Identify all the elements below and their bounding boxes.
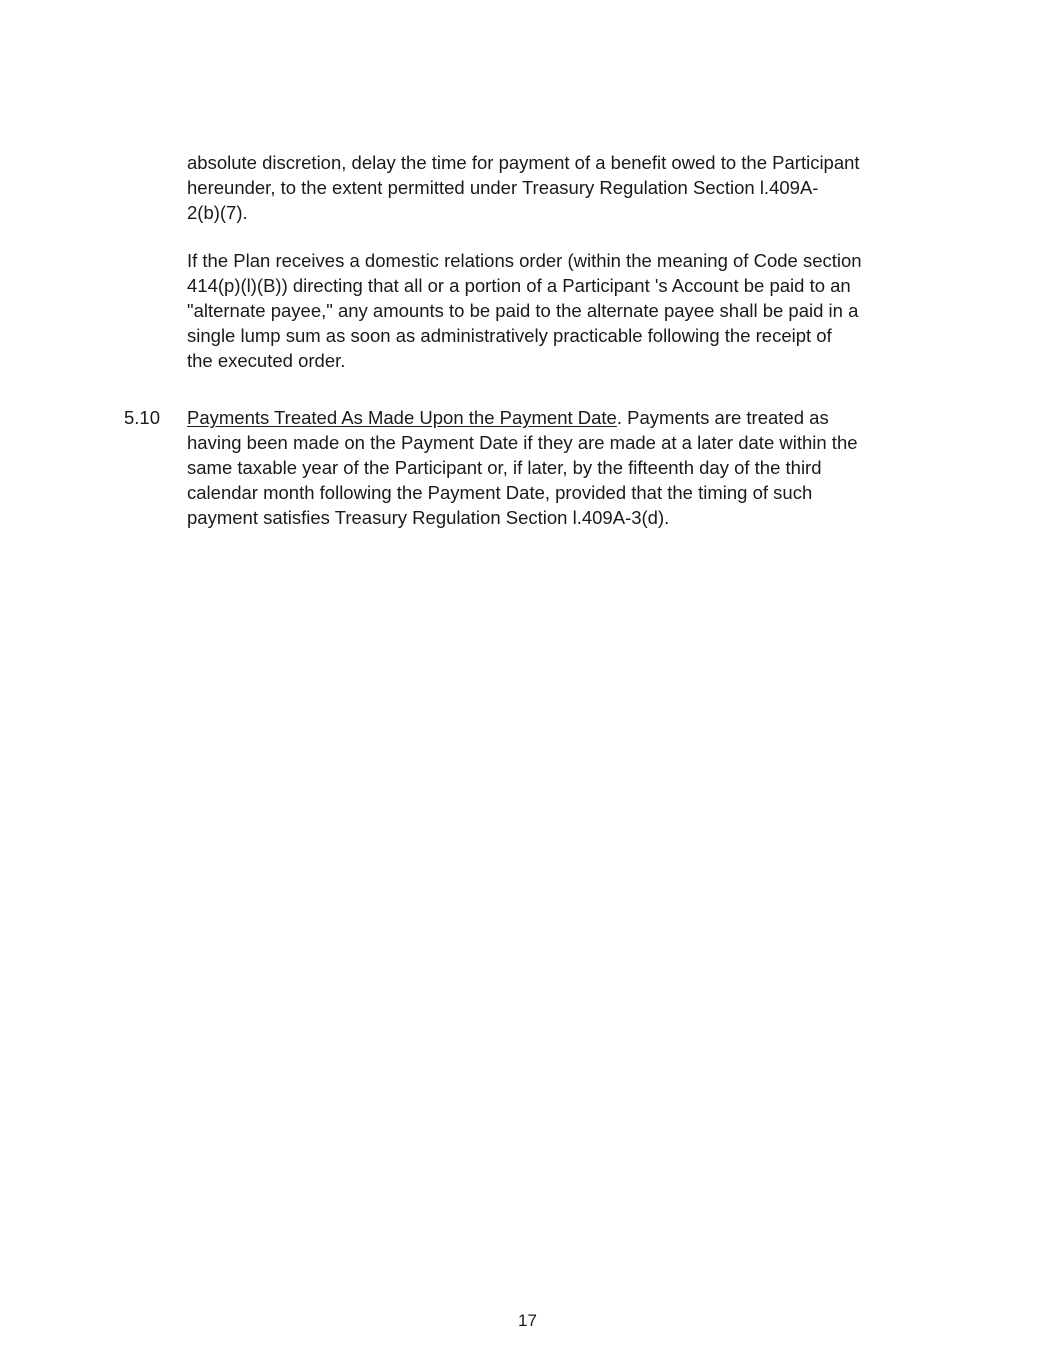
paragraph-continuation (187, 150, 917, 225)
section-heading: Payments Treated As Made Upon the Payment Date (187, 407, 617, 428)
text-line: single lump sum as soon as administratively practicable following the receipt of (187, 325, 832, 346)
text-line (187, 405, 917, 430)
text-line: calendar month following the Payment Date, provided that the timing of such (187, 482, 813, 503)
text-line: "alternate payee," any amounts to be paid to the alternate payee shall be paid in a (187, 300, 859, 321)
text-line: 2(b)(7). (187, 202, 248, 223)
text-line: the executed order. (187, 350, 346, 371)
text-line: If the Plan receives a domestic relations order (within the meaning of Code section (187, 250, 862, 271)
text-line: 414(p)(l)(B)) directing that all or a portion of a Participant 's Account be paid to an (187, 275, 851, 296)
text-line: absolute discretion, delay the time for payment of a benefit owed to the Participant (187, 152, 860, 173)
section-5-10-paragraph (187, 405, 917, 530)
heading-continuation: . Payments are treated as (616, 407, 829, 428)
text-line: having been made on the Payment Date if they are made at a later date within the (187, 432, 858, 453)
text-line: same taxable year of the Participant or, if later, by the fifteenth day of the third (187, 457, 822, 478)
text-line: hereunder, to the extent permitted under Treasury Regulation Section l.409A- (187, 177, 819, 198)
paragraph-domestic-relations (187, 248, 917, 373)
page-number: 17 (518, 1311, 537, 1330)
section-number: 5.10 (124, 407, 161, 428)
text-line: payment satisfies Treasury Regulation Section l.409A-3(d). (187, 507, 670, 528)
